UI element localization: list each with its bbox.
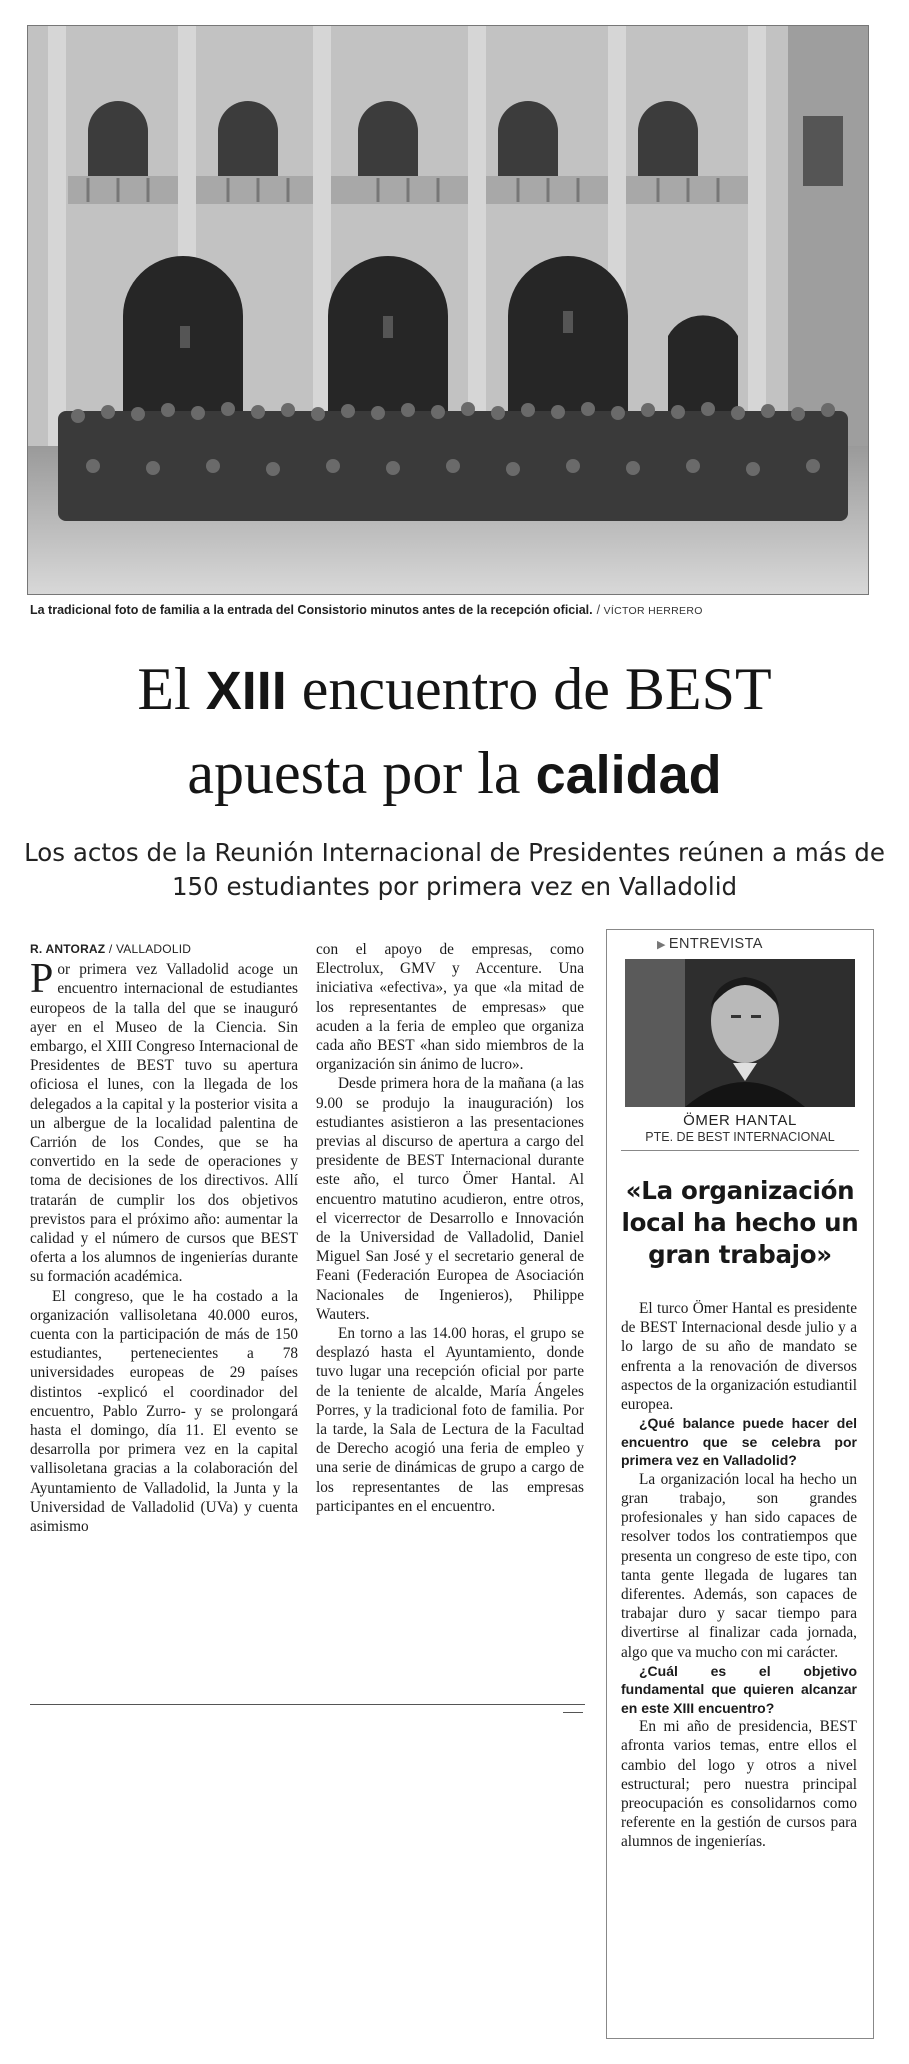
interview-answer-1: La organización local ha hecho un gran trabajo, son grandes profesionales y han sido capaces de resolver todos los contratiempos que presenta un congreso de este tipo, con tanta gente llegada de lugares tan diferentes. Además, son capaces de trabajar duro y sacar tiempo para divertirse al finalizar cada jornada, algo que va mucho con mi carácter. — [621, 1470, 857, 1661]
subheadline: Los actos de la Reunión Internacional de Presidentes reúnen a más de 150 estudiantes por primera vez en Valladolid — [24, 838, 885, 901]
interview-question-1: ¿Qué balance puede hacer del encuentro que se celebra por primera vez en Valladolid? — [621, 1415, 857, 1469]
interview-answer-2: En mi año de presidencia, BEST afronta varios temas, entre ellos el cambio del logo y otros a nivel estructural; pero nuestra principal preocupación es consolidarnos como referente en la gestión de cursos para alumnos de ingenierías. — [621, 1718, 857, 1851]
headline-line2-pre: apuesta por la — [187, 740, 536, 806]
headline-line1-bold: XIII — [205, 661, 287, 721]
byline — [30, 940, 298, 959]
article-paragraph-1 — [30, 956, 298, 1286]
interview-quote: «La organización local ha hecho un gran trabajo» — [621, 1176, 859, 1269]
interview-box — [606, 929, 874, 2039]
byline-location: / VALLADOLID — [108, 942, 192, 956]
interview-intro: El turco Ömer Hantal es presidente de BEST Internacional desde julio y a lo largo de su año de mandato se enfrenta a la renovación de diversos aspectos de la organización estudiantil europea. — [621, 1300, 857, 1414]
drop-cap: P — [30, 956, 54, 1003]
article-paragraph-4: Desde primera hora de la mañana (a las 9.00 se produjo la inauguración) los estudiantes asistieron a las presentaciones previas al discurso de apertura a cargo del presidente de BEST Internacional durante este año, el turco Ömer Hantal. Al encuentro matutino acudieron, entre otros, el vicerrector de Desarrollo e Innovación de la Universidad de Valladolid, Daniel Miguel San José y el secretario general de Feani (Federación Europea de Asociación Nacionales de Ingenieros), Philippe Wauters. — [316, 1075, 584, 1323]
arrow-icon: ▶ — [657, 939, 666, 951]
group-photo — [27, 25, 869, 595]
interviewee-name: ÖMER HANTAL — [683, 1112, 797, 1129]
interviewee-portrait — [625, 959, 855, 1107]
bottom-rule — [30, 1704, 585, 1705]
interview-body — [621, 1299, 857, 1852]
caption-separator: / — [596, 603, 601, 617]
photo-credit: VÍCTOR HERRERO — [603, 605, 703, 617]
article-column-2 — [316, 940, 584, 1516]
article-paragraph-5: En torno a las 14.00 horas, el grupo se desplazó hasta el Ayuntamiento, donde tuvo lugar una recepción oficial por parte de la teniente de alcalde, María Ángeles Porres, y la tradicional foto de familia. Por la tarde, la Sala de Lectura de la Facultad de Derecho acogió una feria de empleo y una serie de dinámicas de grupo a cargo de los representantes de las empresas participantes en el encuentro. — [316, 1325, 584, 1515]
article-paragraph-3: con el apoyo de empresas, como Electrolux, GMV y Accenture. Una iniciativa «efectiva», ya que «la mitad de los representantes de empresas» que acuden a la feria de empleo que organiza cada año BEST «han sido miembros de la organización sin ánimo de lucro». — [316, 941, 584, 1074]
interview-question-2: ¿Cuál es el objetivo fundamental que quieren alcanzar en este XIII encuentro? — [621, 1662, 857, 1716]
headline-line1-pre: El — [137, 656, 206, 722]
headline — [20, 648, 889, 816]
interview-tag — [657, 936, 873, 952]
photo-caption — [30, 603, 870, 617]
article-column-1 — [30, 940, 298, 1536]
article-paragraph-1-text: or primera vez Valladolid acoge un encuentro internacional de estudiantes europeos de la talla del que se inauguró ayer en el Museo de la Ciencia. Sin embargo, el XIII Congreso Internacional de Presidentes de BEST tuvo su apertura oficiosa el lunes, con la llegada de los delegados a la capital y la posterior visita a un albergue de la localidad palentina de Carrión de los Condes, que se ha convertido en la sede de operaciones y toma de decisiones de los directivos. Allí tratarán de cumplir los dos objetivos previstos para el próximo año: aumentar la calidad y el número de cursos que BEST oferta a los alumnos de ingenierías durante su formación académica. — [30, 961, 298, 1286]
caption-text: La tradicional foto de familia a la entrada del Consistorio minutos antes de la recepción oficial. — [30, 603, 593, 617]
headline-line1-post: encuentro de BEST — [286, 656, 772, 722]
article-paragraph-2: El congreso, que le ha costado a la organización vallisoletana 40.000 euros, cuenta con la participación de más de 150 estudiantes, pertenecientes a 78 universidades europeas de 29 países distintos -explicó el coordinador del encuentro, Pablo Zurro- y se prolongará hasta el domingo, día 11. El evento se desarrolla por primera vez en la capital vallisoletana gracias a la colaboración del Ayuntamiento de Valladolid, la Junta y la Universidad de Valladolid (UVa) y cuenta asimismo — [30, 1287, 298, 1536]
interviewee-role: PTE. DE BEST INTERNACIONAL — [621, 1130, 859, 1151]
interview-tag-label: ENTREVISTA — [668, 936, 763, 952]
headline-line2-bold: calidad — [535, 745, 722, 805]
end-mark — [563, 1712, 583, 1713]
byline-author: R. ANTORAZ — [30, 942, 106, 956]
